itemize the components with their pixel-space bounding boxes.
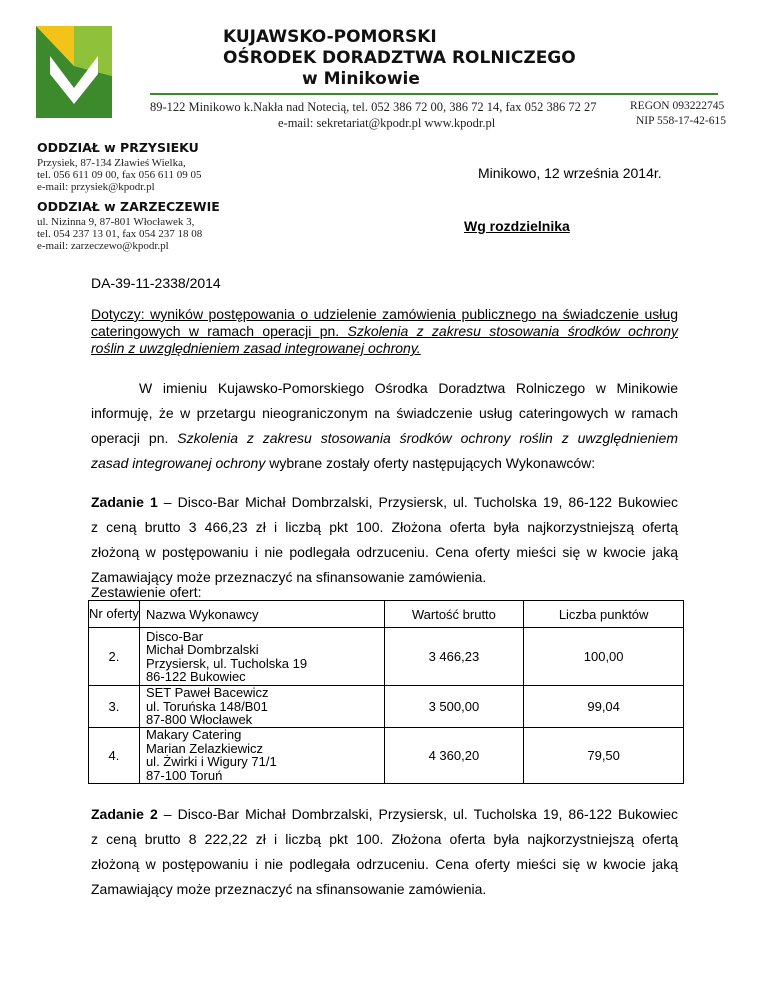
row-value: 3 466,23 <box>384 628 524 686</box>
branch-przysiek-email: e-mail: przysiek@kpodr.pl <box>37 181 155 193</box>
row-points: 79,50 <box>524 727 684 783</box>
table-row <box>89 628 684 686</box>
subject-line2-italic: Szkolenia z zakresu stosowania środków ochrony <box>347 323 678 339</box>
intro-line4 <box>91 455 678 471</box>
table-row <box>89 686 684 728</box>
intro-line1: W imieniu Kujawsko-Pomorskiego Ośrodka Doradztwa Rolniczego w Minikowie <box>139 380 678 396</box>
branch-przysiek-address: Przysiek, 87-134 Zławieś Wielka, <box>37 157 186 169</box>
task2-line3: złożoną w postępowaniu i nie podlegała odrzuceniu. Cena oferty mieści się w kwocie jaką <box>91 856 678 872</box>
row-contractor <box>139 628 384 686</box>
contractor-line: Disco-Bar <box>145 628 204 644</box>
task2-label: Zadanie 2 <box>91 806 158 822</box>
row-value: 3 500,00 <box>384 686 524 728</box>
task2-line1-text: – Disco-Bar Michał Dombrzalski, Przysiersk, ul. Tucholska 19, 86-122 Bukowiec <box>157 806 678 822</box>
kpodr-logo <box>36 26 112 118</box>
branch-title-zarzeczewo: ODDZIAŁ w ZARZECZEWIE <box>37 199 220 214</box>
header-points: Liczba punktów <box>524 601 684 628</box>
org-name-line1: KUJAWSKO-POMORSKI <box>223 27 437 47</box>
subject-line3: roślin z uwzględnieniem zasad integrowanej ochrony. <box>91 340 421 356</box>
org-name-line3: w Minikowie <box>302 69 420 89</box>
contractor-line: Przysiersk, ul. Tucholska 19 <box>145 655 308 671</box>
branch-zarzeczewo-phone: tel. 054 237 13 01, fax 054 237 18 08 <box>37 228 203 240</box>
contractor-line: Michał Dombrzalski <box>145 642 259 657</box>
intro-line3-plain: operacji pn. <box>91 430 178 446</box>
branch-przysiek-phone: tel. 056 611 09 00, fax 056 611 09 05 <box>37 169 202 181</box>
row-nr: 2. <box>89 628 140 686</box>
table-title: Zestawienie ofert: <box>91 584 202 600</box>
intro-line3-italic: Szkolenia z zakresu stosowania środków ochrony roślin z uwzględnieniem <box>177 430 678 446</box>
header-nr: Nr oferty <box>89 601 140 628</box>
row-contractor <box>139 686 384 728</box>
contractor-line: ul. Toruńska 148/B01 <box>145 698 268 714</box>
task2-line2: z ceną brutto 8 222,22 zł i liczbą pkt 100. Złożona oferta była najkorzystniejszą ofertą <box>91 831 678 847</box>
offers-table <box>88 600 684 784</box>
row-points: 100,00 <box>524 628 684 686</box>
contractor-line: Makary Catering <box>145 727 242 742</box>
recipient: Wg rozdzielnika <box>464 218 570 234</box>
task2-line1 <box>91 806 678 822</box>
task1-line1 <box>91 494 678 510</box>
contractor-line: 86-122 Bukowiec <box>145 669 246 684</box>
header-name: Nazwa Wykonawcy <box>139 601 384 628</box>
task1-line3: złożoną w postępowaniu i nie podlegała odrzuceniu. Cena oferty mieści się w kwocie jaką <box>91 544 678 560</box>
subject-line2-plain: cateringowych w ramach operacji pn. <box>91 323 348 339</box>
org-name-line2: OŚRODEK DORADZTWA ROLNICZEGO <box>223 48 576 68</box>
row-nr: 3. <box>89 686 140 728</box>
intro-line3 <box>91 430 678 446</box>
task1-line2: z ceną brutto 3 466,23 zł i liczbą pkt 100. Złożona oferta była najkorzystniejszą ofertą <box>91 519 678 535</box>
header-divider <box>150 93 718 95</box>
subject-line2 <box>91 323 678 339</box>
letter-date: Minikowo, 12 września 2014r. <box>478 165 662 181</box>
contractor-line: 87-800 Włocławek <box>145 712 253 727</box>
task1-label: Zadanie 1 <box>91 494 158 510</box>
intro-line4-italic: zasad integrowanej ochrony <box>91 455 266 471</box>
contractor-line: ul. Żwirki i Wigury 71/1 <box>145 754 277 769</box>
contractor-line: Marian Zelazkiewicz <box>145 740 263 756</box>
task2-line4: Zamawiający może przeznaczyć na sfinansowanie zamówienia. <box>91 881 487 897</box>
intro-line2: informuję, że w przetargu nieograniczonym na świadczenie usług cateringowych w ramach <box>91 405 678 421</box>
task1-line1-text: – Disco-Bar Michał Dombrzalski, Przysiersk, ul. Tucholska 19, 86-122 Bukowiec <box>157 494 678 510</box>
row-nr: 4. <box>89 727 140 783</box>
table-row <box>89 727 684 783</box>
row-value: 4 360,20 <box>384 727 524 783</box>
nip-number: NIP 558-17-42-615 <box>636 115 726 127</box>
row-points: 99,04 <box>524 686 684 728</box>
regon-number: REGON 093222745 <box>630 100 725 112</box>
header-value: Wartość brutto <box>384 601 524 628</box>
table-header-row <box>89 601 684 628</box>
branch-zarzeczewo-email: e-mail: zarzeczewo@kpodr.pl <box>37 240 169 252</box>
contact-line1: 89-122 Minikowo k.Nakła nad Notecią, tel. 052 386 72 00, 386 72 14, fax 052 386 72 27 <box>150 100 597 114</box>
task1-line4: Zamawiający może przeznaczyć na sfinansowanie zamówienia. <box>91 569 487 585</box>
contact-line2: e-mail: sekretariat@kpodr.pl www.kpodr.pl <box>278 116 496 130</box>
contractor-line: SET Paweł Bacewicz <box>145 685 269 700</box>
reference-number: DA-39-11-2338/2014 <box>91 275 221 291</box>
contractor-line: 87-100 Toruń <box>145 767 223 783</box>
intro-line4-plain: wybrane zostały oferty następujących Wykonawców: <box>265 455 596 471</box>
row-contractor <box>139 727 384 783</box>
branch-zarzeczewo-address: ul. Nizinna 9, 87-801 Włocławek 3, <box>37 216 195 228</box>
subject-line1: Dotyczy: wyników postępowania o udzielenie zamówienia publicznego na świadczenie usług <box>91 306 678 322</box>
branch-title-przysiek: ODDZIAŁ w PRZYSIEKU <box>37 140 199 155</box>
